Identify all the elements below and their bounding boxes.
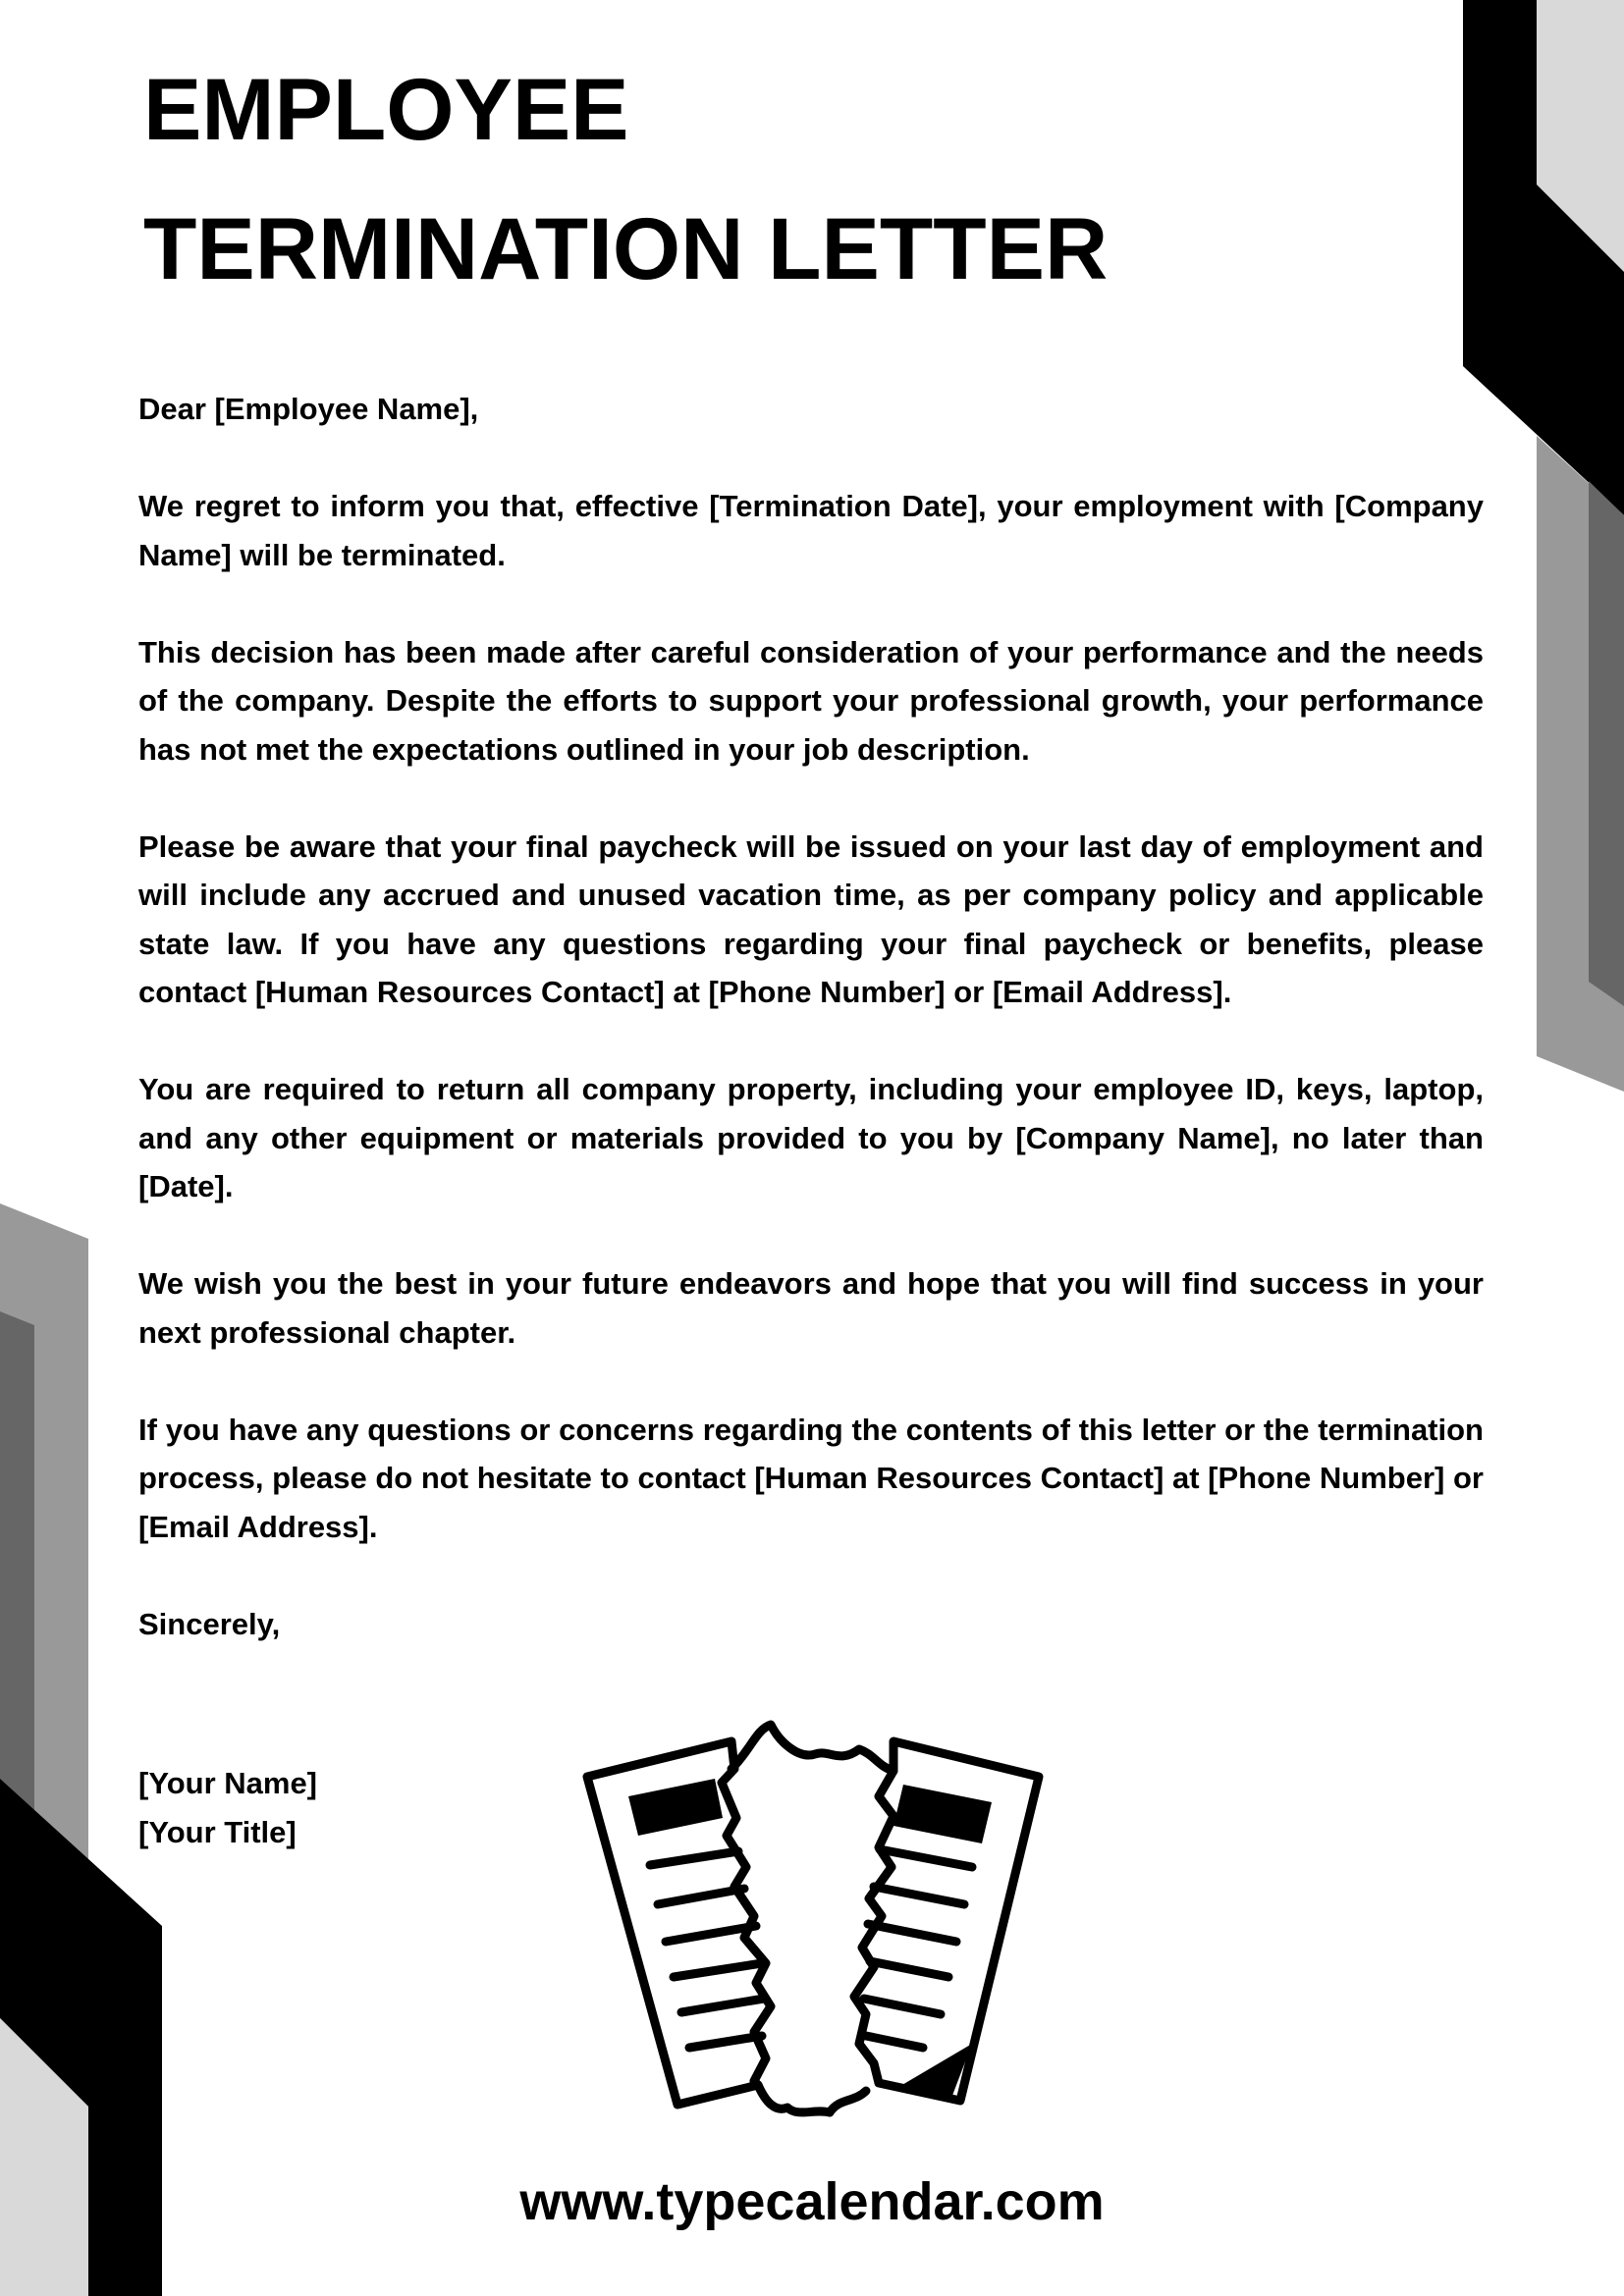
paragraph-final-paycheck: Please be aware that your final paycheck will be issued on your last day of employment and will include any accrued and unused vacation time, as per company policy and applicable state law. If you have any questions regarding your final paycheck or benefits, please contact [Human Resources Contact] at [Phone Number] or [Email Address].	[138, 828, 1484, 1009]
decor-shape-right-dark-gray	[1589, 481, 1624, 1006]
website-url: www.typecalendar.com	[519, 2172, 1105, 2231]
closing: Sincerely,	[138, 1606, 281, 1641]
paragraph-effective-date: We regret to inform you that, effective [Termination Date], your employment with [Company Name] will be terminated.	[138, 489, 1484, 572]
signer-name: [Your Name]	[138, 1766, 318, 1800]
signer-title: [Your Title]	[138, 1814, 297, 1849]
letter-body	[138, 385, 1484, 1648]
signature-block	[138, 1759, 317, 1856]
torn-document-icon	[579, 1720, 1051, 2132]
salutation: Dear [Employee Name],	[138, 392, 479, 426]
paragraph-best-wishes: We wish you the best in your future endeavors and hope that you will find success in your next professional chapter.	[138, 1266, 1484, 1350]
decor-shape-left-dark-gray	[0, 1311, 34, 1816]
page-title	[143, 39, 1108, 318]
paragraph-contact: If you have any questions or concerns regarding the contents of this letter or the termination process, please do not hesitate to contact [Human Resources Contact] at [Phone Number] or [Email Address].	[138, 1412, 1484, 1544]
title-line-1: EMPLOYEE	[143, 60, 629, 158]
title-line-2: TERMINATION LETTER	[143, 199, 1109, 297]
paragraph-decision: This decision has been made after careful consideration of your performance and the needs of the company. Despite the efforts to support your professional growth, your performance has not met the expectations outlined in your job description.	[138, 634, 1484, 767]
paragraph-company-property: You are required to return all company property, including your employee ID, keys, laptop, and any other equipment or materials provided to you by [Company Name], no later than [Date].	[138, 1072, 1484, 1203]
